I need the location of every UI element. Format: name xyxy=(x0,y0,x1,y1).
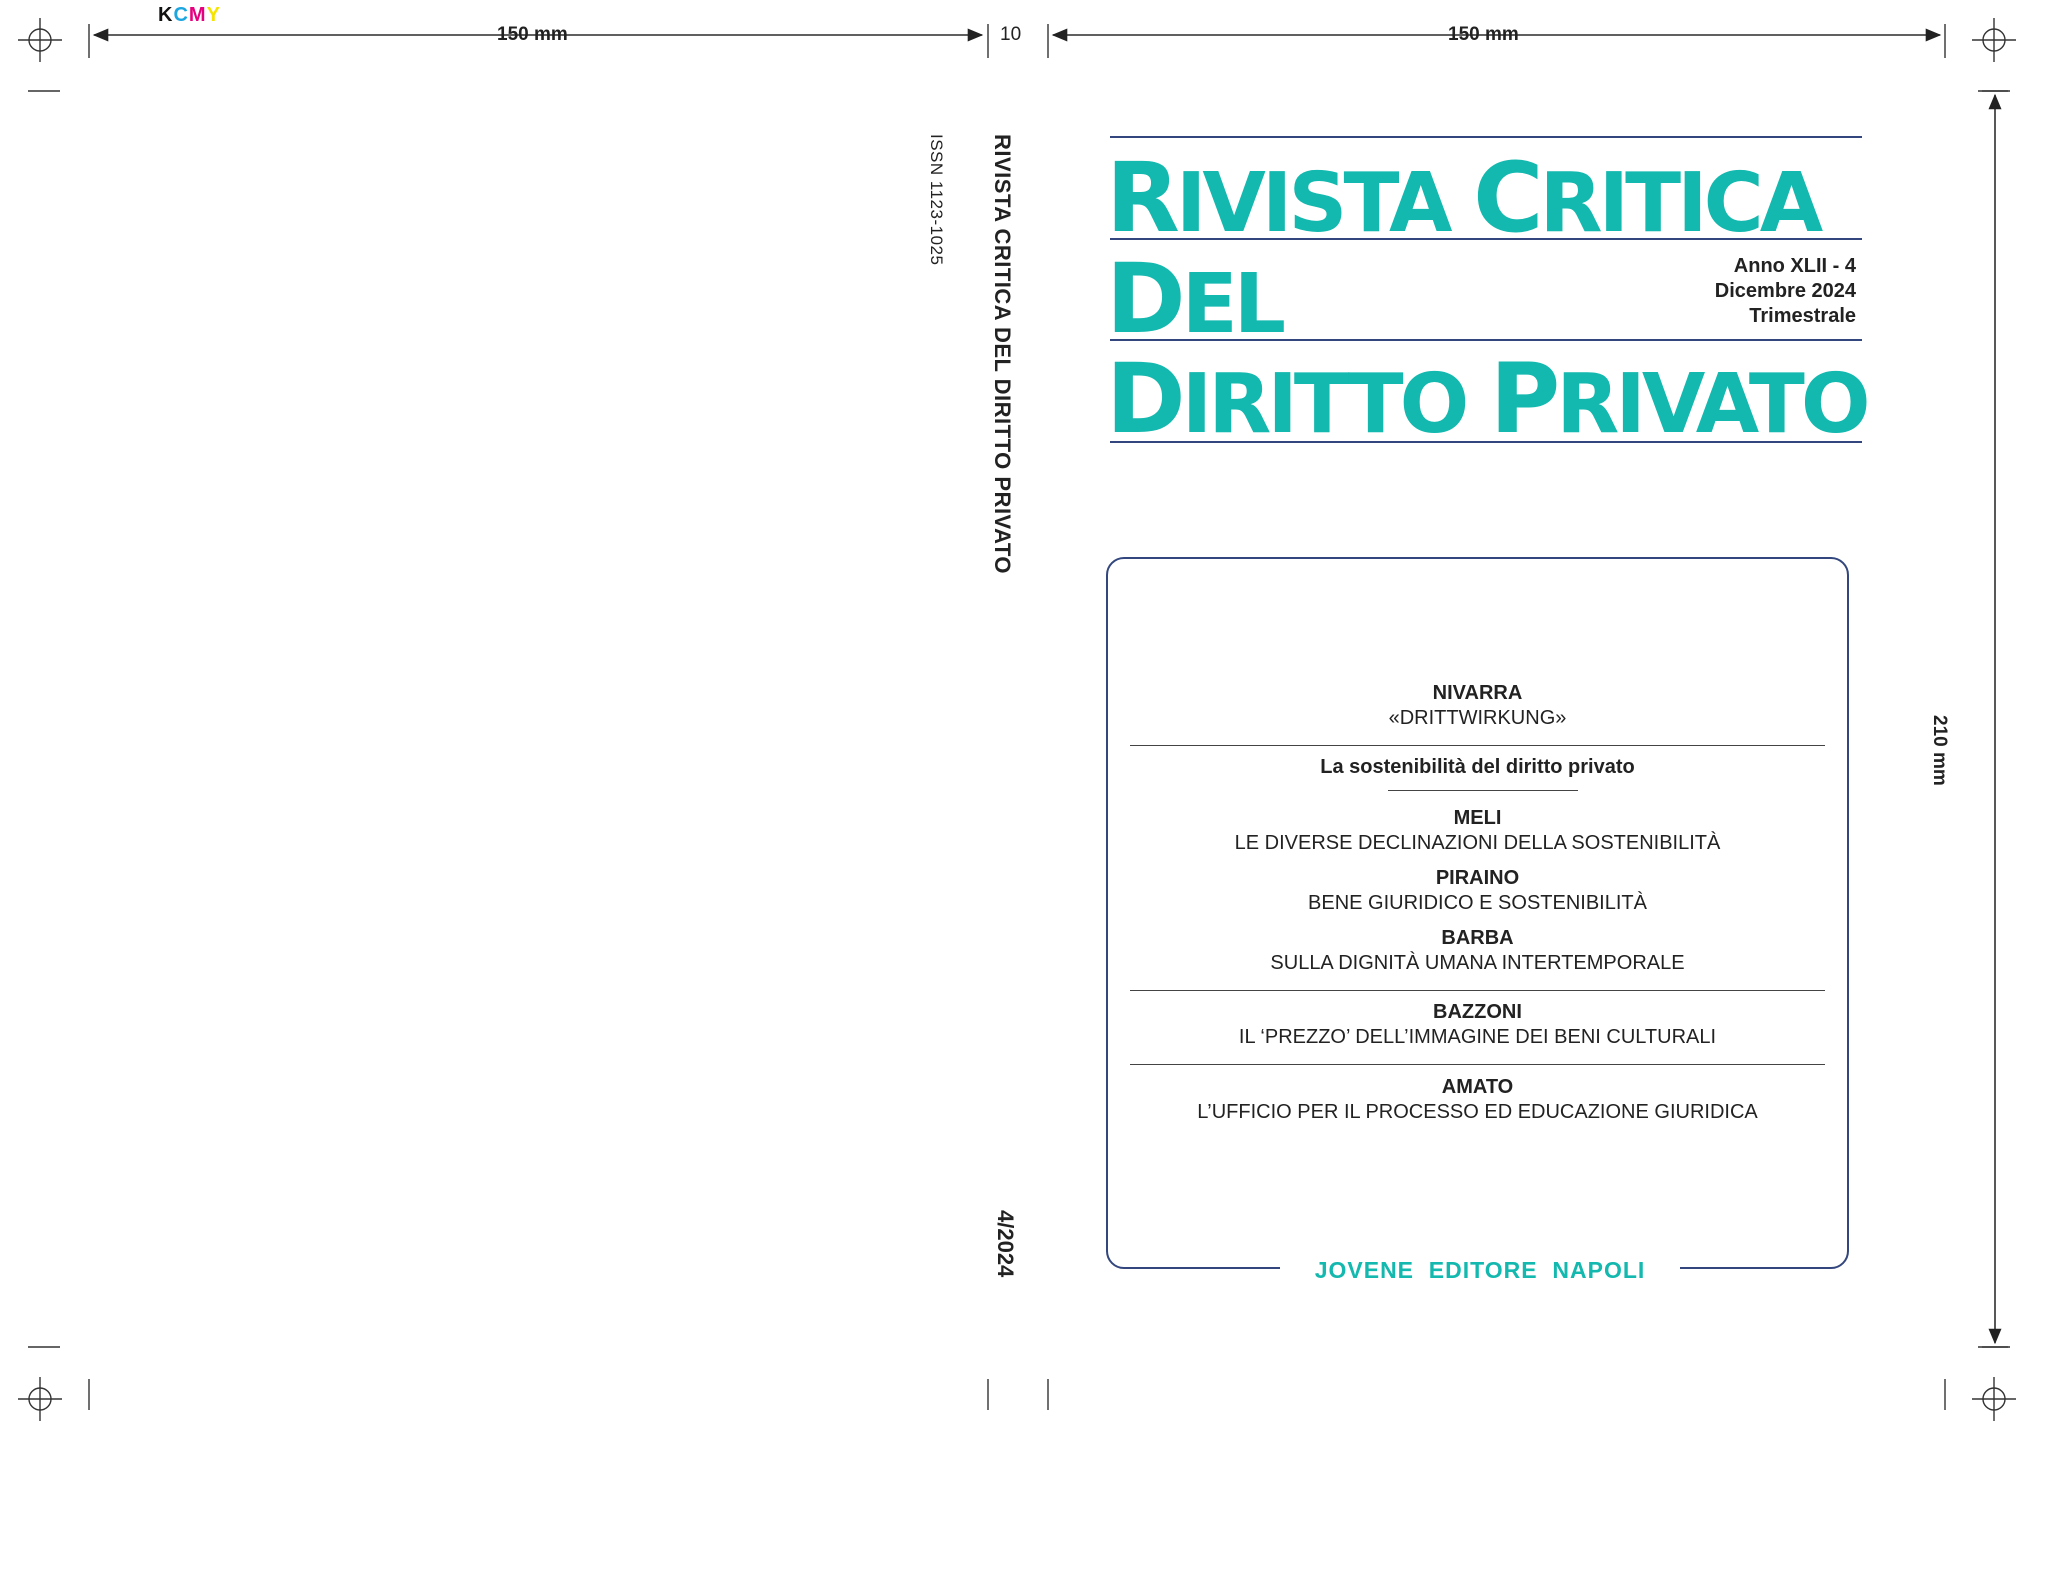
issue-anno: Anno XLII - 4 xyxy=(1733,255,1856,277)
dimension-label-front-width: 150 mm xyxy=(1448,24,1519,45)
masthead-line-3: DIRITTO PRIVATO xyxy=(1106,343,1867,455)
registration-mark-bottom-left xyxy=(18,1377,62,1421)
article-drittwirkung: «DRITTWIRKUNG» xyxy=(1388,707,1567,729)
dimension-label-height: 210 mm xyxy=(1929,715,1950,786)
color-bar xyxy=(158,4,221,27)
issue-info xyxy=(1670,254,1856,329)
author-barba: BARBA xyxy=(1441,927,1514,949)
contents-article-amato xyxy=(1130,1075,1825,1125)
spine-issue: 4/2024 xyxy=(993,1210,1018,1278)
author-bazzoni: BAZZONI xyxy=(1433,1001,1522,1023)
registration-mark-top-right xyxy=(1972,18,2016,62)
contents-divider-2 xyxy=(1130,990,1825,991)
author-piraino: PIRAINO xyxy=(1435,867,1520,889)
issue-date: Dicembre 2024 xyxy=(1714,280,1856,302)
section-heading: La sostenibilità del diritto privato xyxy=(1320,756,1635,778)
contents-divider-3 xyxy=(1130,1064,1825,1065)
color-bar-c: C xyxy=(173,4,189,26)
spine-issn: ISSN 1123-1025 xyxy=(927,134,946,266)
masthead-line-2: DEL xyxy=(1106,243,1282,355)
color-bar-m: M xyxy=(188,4,207,26)
contents-article-piraino xyxy=(1130,866,1825,916)
contents-article-bazzoni xyxy=(1130,1000,1825,1050)
masthead-line-1: RIVISTA CRITICA xyxy=(1106,142,1820,254)
contents-article-barba xyxy=(1130,926,1825,976)
contents-article-meli xyxy=(1130,806,1825,856)
page-number: 10 xyxy=(1000,24,1022,45)
spine-title: RIVISTA CRITICA DEL DIRITTO PRIVATO xyxy=(990,134,1015,575)
article-amato-title: L’UFFICIO PER IL PROCESSO ED EDUCAZIONE GIURIDICA xyxy=(1197,1101,1758,1123)
section-heading-underline xyxy=(1388,790,1578,791)
author-nivarra: NIVARRA xyxy=(1432,682,1523,704)
contents-lead-entry xyxy=(1130,681,1825,731)
issue-frequency: Trimestrale xyxy=(1749,305,1856,327)
article-bazzoni-title: IL ‘PREZZO’ DELL’IMMAGINE DEI BENI CULTURALI xyxy=(1238,1026,1717,1048)
article-piraino-title: BENE GIURIDICO E SOSTENIBILITÀ xyxy=(1308,892,1647,914)
registration-mark-bottom-right xyxy=(1972,1377,2016,1421)
registration-mark-top-left xyxy=(18,18,62,62)
author-amato: AMATO xyxy=(1441,1076,1514,1098)
author-meli: MELI xyxy=(1453,807,1502,829)
color-bar-k: K xyxy=(158,4,174,26)
publisher-name: JOVENE EDITORE NAPOLI xyxy=(1280,1257,1680,1284)
contents-divider-1 xyxy=(1130,745,1825,746)
article-barba-title: SULLA DIGNITÀ UMANA INTERTEMPORALE xyxy=(1270,952,1685,974)
dimension-label-back-width: 150 mm xyxy=(497,24,568,45)
color-bar-y: Y xyxy=(206,4,221,26)
article-meli-title: LE DIVERSE DECLINAZIONI DELLA SOSTENIBILITÀ xyxy=(1234,832,1721,854)
